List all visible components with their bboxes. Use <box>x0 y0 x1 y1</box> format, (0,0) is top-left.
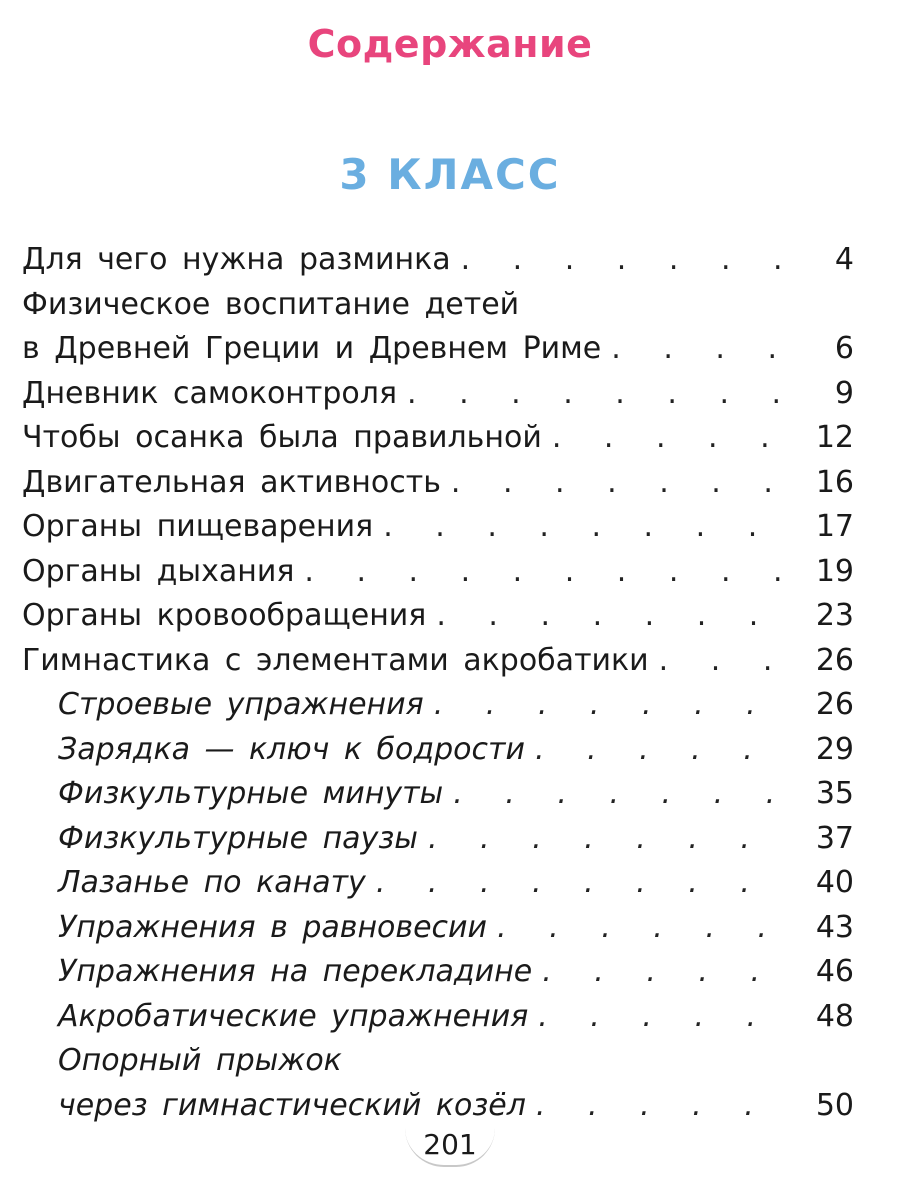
toc-entry-title: Чтобы осанка была правильной <box>22 420 542 455</box>
page-title: Содержание <box>307 22 593 66</box>
toc-entry-title: Физкультурные минуты <box>58 776 444 811</box>
leader-dots <box>428 817 786 862</box>
toc-entry-title: Упражнения на перекладине <box>58 954 533 989</box>
toc-entry[interactable] <box>22 283 854 372</box>
toc-entry-title: в Древней Греции и Древнем Риме <box>22 331 602 366</box>
page-number <box>0 1128 900 1167</box>
toc-entry-title: Зарядка — ключ к бодрости <box>58 731 525 767</box>
toc-page-number: 9 <box>834 375 854 411</box>
toc-entry-title-line1: Опорный прыжок <box>58 1043 342 1078</box>
leader-dots <box>383 505 786 550</box>
toc-page-number: 40 <box>815 865 854 900</box>
table-of-contents <box>22 238 854 1128</box>
toc-entry[interactable] <box>22 594 854 639</box>
toc-page-number: 23 <box>815 598 854 633</box>
toc-entry[interactable] <box>22 416 854 461</box>
toc-page-number: 43 <box>815 909 854 945</box>
toc-subentry[interactable] <box>22 683 854 728</box>
leader-dots <box>535 728 786 773</box>
leader-dots <box>611 327 786 372</box>
toc-subentry[interactable] <box>22 772 854 817</box>
toc-page-number: 29 <box>815 731 854 767</box>
leader-dots <box>552 416 786 461</box>
toc-subentry[interactable] <box>22 995 854 1040</box>
toc-entry-title: Упражнения в равновесии <box>58 909 488 945</box>
toc-entry-title: Двигательная активность <box>22 464 441 500</box>
toc-page-number: 35 <box>815 776 854 811</box>
toc-page-number: 16 <box>815 464 854 500</box>
toc-entry-title: Физкультурные паузы <box>58 820 418 856</box>
leader-dots <box>453 772 786 817</box>
toc-page-number: 26 <box>815 687 854 722</box>
toc-entry-title: Органы дыхания <box>22 553 295 589</box>
toc-entry[interactable] <box>22 461 854 506</box>
toc-entry[interactable] <box>22 550 854 595</box>
leader-dots <box>376 861 786 906</box>
toc-entry[interactable] <box>22 639 854 684</box>
toc-entry-title: через гимнастический козёл <box>58 1087 526 1123</box>
toc-page-number: 37 <box>815 820 854 856</box>
toc-page-number: 46 <box>815 954 854 989</box>
leader-dots <box>451 461 786 506</box>
toc-subentry[interactable] <box>22 817 854 862</box>
toc-page-number: 26 <box>815 642 854 678</box>
toc-entry[interactable] <box>22 505 854 550</box>
toc-entry-title: Строевые упражнения <box>58 687 424 722</box>
section-heading: 3 КЛАСС <box>339 150 561 199</box>
toc-subentry[interactable] <box>22 1039 854 1128</box>
toc-page-number: 19 <box>815 553 854 589</box>
toc-entry-title: Акробатические упражнения <box>58 998 529 1034</box>
toc-entry-title-line1: Физическое воспитание детей <box>22 286 520 322</box>
leader-dots <box>542 950 786 995</box>
toc-entry[interactable] <box>22 372 854 417</box>
leader-dots <box>497 906 786 951</box>
leader-dots <box>536 1084 786 1129</box>
toc-subentry[interactable] <box>22 728 854 773</box>
leader-dots <box>434 683 786 728</box>
toc-entry-title: Лазанье по канату <box>58 865 366 900</box>
toc-entry[interactable] <box>22 238 854 283</box>
toc-subentry[interactable] <box>22 861 854 906</box>
toc-page-number: 12 <box>815 420 854 455</box>
toc-page-number: 6 <box>834 331 854 366</box>
leader-dots <box>436 594 786 639</box>
toc-entry-title: Для чего нужна разминка <box>22 242 451 277</box>
leader-dots <box>461 238 786 283</box>
toc-entry-title: Органы пищеварения <box>22 509 374 544</box>
toc-entry-title: Органы кровообращения <box>22 598 427 633</box>
leader-dots <box>659 639 786 684</box>
toc-entry-title: Дневник самоконтроля <box>22 375 398 411</box>
toc-subentry[interactable] <box>22 906 854 951</box>
leader-dots <box>538 995 786 1040</box>
page-number-label: 201 <box>405 1128 494 1167</box>
leader-dots <box>407 372 786 417</box>
leader-dots <box>304 550 786 595</box>
toc-subentry[interactable] <box>22 950 854 995</box>
toc-page-number: 17 <box>815 509 854 544</box>
toc-page-number: 48 <box>815 998 854 1034</box>
toc-entry-title: Гимнастика с элементами акробатики <box>22 642 649 678</box>
toc-page-number: 50 <box>815 1087 854 1123</box>
toc-page-number: 4 <box>834 242 854 277</box>
